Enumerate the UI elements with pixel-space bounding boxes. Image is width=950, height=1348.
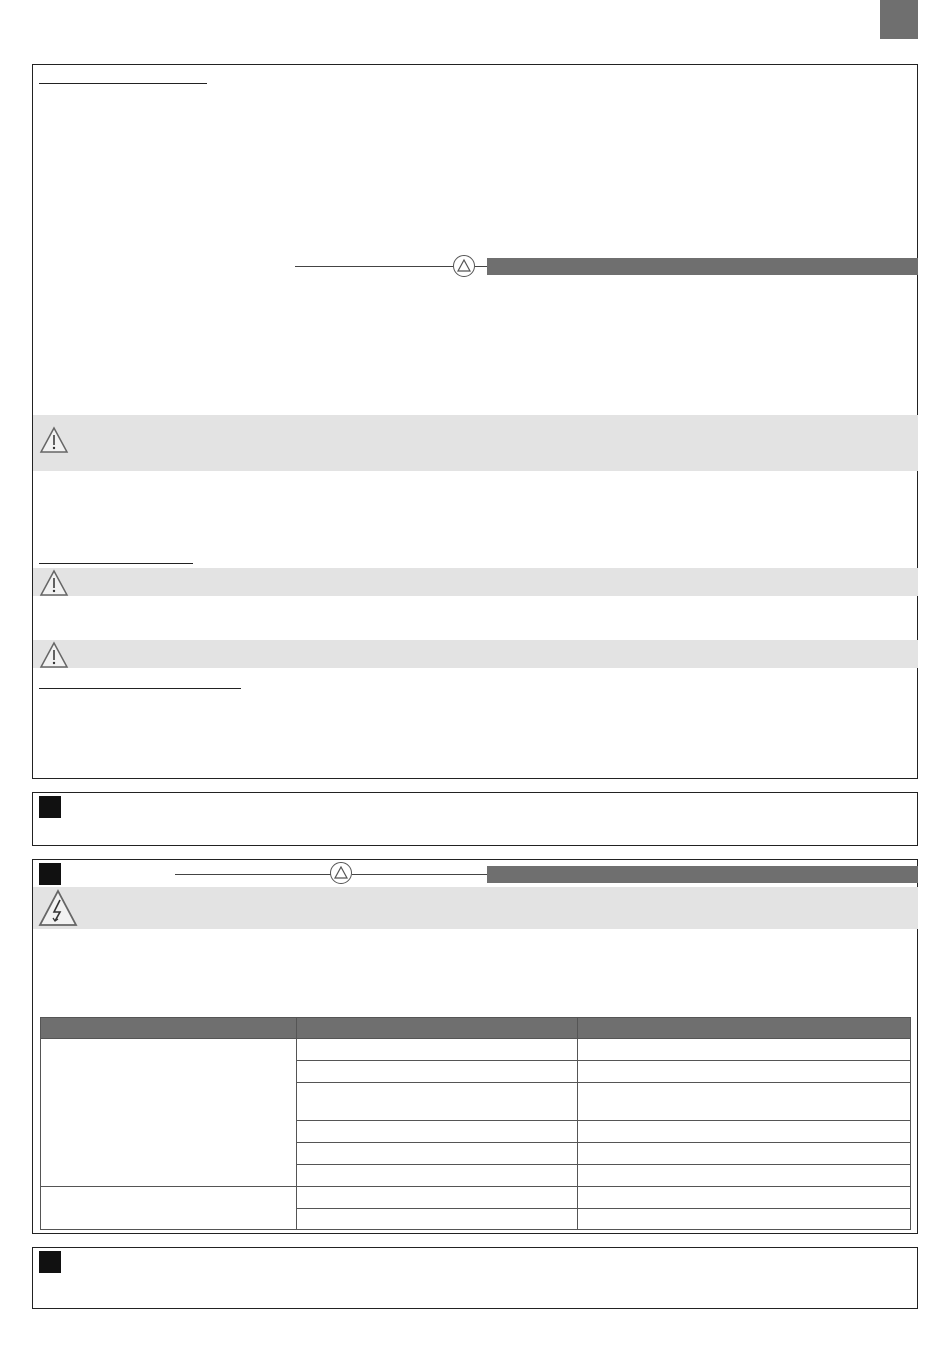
table-cell xyxy=(297,1187,578,1209)
table-group-cell xyxy=(41,1187,297,1230)
note-panel xyxy=(32,792,918,846)
table-cell xyxy=(578,1143,911,1165)
electric-hazard-icon xyxy=(38,888,78,933)
table-cell xyxy=(297,1061,578,1083)
black-square-icon xyxy=(39,796,61,818)
table-cell xyxy=(297,1143,578,1165)
note-panel xyxy=(32,1247,918,1309)
divider-line xyxy=(295,266,453,267)
subsection-heading-underline xyxy=(39,688,241,689)
table-cell xyxy=(578,1039,911,1061)
table-cell xyxy=(297,1121,578,1143)
table-header-cell xyxy=(578,1018,911,1039)
table-cell xyxy=(578,1165,911,1187)
table-cell xyxy=(297,1039,578,1061)
warning-band xyxy=(33,415,918,471)
table-cell xyxy=(297,1165,578,1187)
section-heading-underline xyxy=(39,83,207,84)
section-title-bar xyxy=(487,866,918,883)
table-cell xyxy=(297,1209,578,1230)
table-group-cell xyxy=(41,1039,297,1187)
triangle-in-circle-icon xyxy=(330,862,352,884)
divider-line xyxy=(352,874,487,875)
subsection-heading-underline xyxy=(39,563,193,564)
table-cell xyxy=(578,1187,911,1209)
section-title-bar xyxy=(487,258,918,275)
table-cell xyxy=(578,1209,911,1230)
electric-warning-band xyxy=(33,887,918,929)
table-row xyxy=(41,1187,911,1209)
divider-line-short xyxy=(475,266,487,267)
table-cell xyxy=(578,1121,911,1143)
table-header-row xyxy=(41,1018,911,1039)
table-header-cell xyxy=(297,1018,578,1039)
black-square-icon xyxy=(39,863,61,885)
page-corner-tab xyxy=(880,0,918,39)
warning-triangle-icon xyxy=(39,569,69,602)
warning-band xyxy=(33,640,918,668)
main-section-panel xyxy=(32,64,918,779)
spec-table xyxy=(40,1017,911,1230)
table-cell xyxy=(578,1061,911,1083)
triangle-in-circle-icon xyxy=(453,255,475,277)
warning-triangle-icon xyxy=(39,641,69,674)
warning-band xyxy=(33,568,918,596)
table-header-cell xyxy=(41,1018,297,1039)
table-cell xyxy=(578,1083,911,1121)
warning-triangle-icon xyxy=(39,426,69,459)
black-square-icon xyxy=(39,1251,61,1273)
divider-line xyxy=(175,874,331,875)
specification-panel xyxy=(32,859,918,1234)
table-row xyxy=(41,1039,911,1061)
table-cell xyxy=(297,1083,578,1121)
